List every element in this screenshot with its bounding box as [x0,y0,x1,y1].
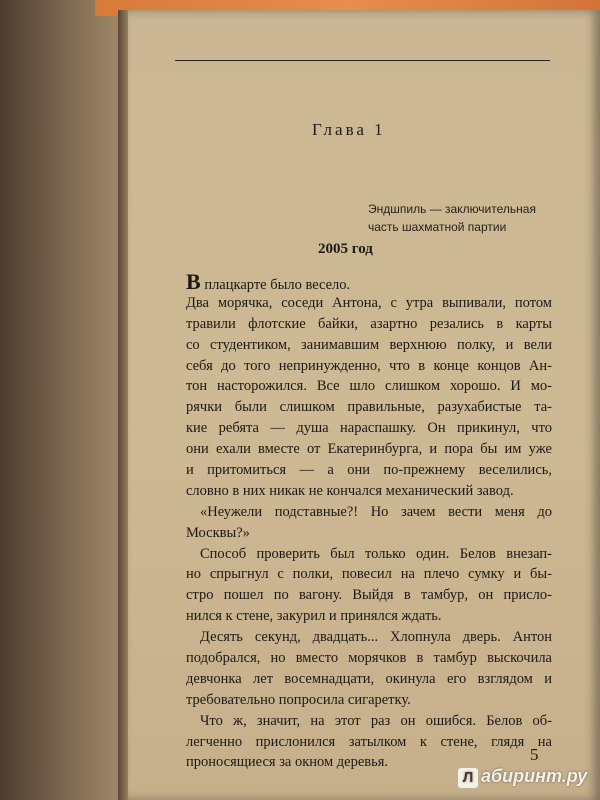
epigraph-line: часть шахматной партии [368,220,507,234]
text-line: Способ проверить был только один. Белов внезап- [200,545,552,562]
text-line: они ехали вместе от Екатеринбурга, и пора бы им уже [186,441,552,458]
epigraph-line: Эндшпиль — заключительная [368,202,536,216]
text-line: Что ж, значит, на этот раз он ошибся. Белов об- [200,712,552,729]
chapter-title: Глава 1 [312,120,386,139]
page-number: 5 [530,745,539,764]
text-line: проносящиеся за окном деревья. [186,754,389,771]
watermark-text: абиринт.ру [481,766,588,786]
year-heading: 2005 год [318,241,373,257]
text-line: Десять секунд, двадцать... Хлопнула дверь. Антон [200,629,552,646]
text-line: со студентиком, занимавшим верхнюю полку, и вели [186,336,552,353]
text-line: нился к стене, закурил и принялся ждать. [186,608,442,625]
text-line: легченно прислонился затылком к стене, глядя на [186,733,552,750]
text-line-rest: плацкарте было весело. [200,277,351,293]
text-line: подобрался, но вместо морячков в тамбур выскочила [186,650,552,667]
text-line: кие ребята — душа нараспашку. Он прикинул, что [186,420,552,437]
text-line: стро пошел по вагону. Выйдя в тамбур, он присло- [186,587,552,604]
header-rule [175,60,550,61]
watermark-logo [458,766,587,788]
text-line: словно в них никак не кончался механический завод. [186,482,514,499]
text-line: рячки были слишком правильные, разухабистые та- [186,399,552,416]
text-line: травили флотские байки, азартно резались в карты [186,315,552,332]
text-line: тон насторожился. Все шло слишком хорошо. И мо- [186,378,552,395]
body-text [186,269,552,773]
text-line: но спрыгнул с полки, повесил на плечо сумку и бы- [186,566,552,583]
text-line [186,269,552,294]
text-line: девчонка лет восемнадцати, окинула его взглядом и [186,670,552,687]
text-line: и притомиться — а они по-прежнему веселились, [186,462,552,479]
text-line: Два морячка, соседи Антона, с утра выпивали, потом [186,294,552,311]
dropcap: В [186,269,201,294]
text-line: требовательно попросила сигаретку. [186,691,411,708]
labirint-logo-icon: Л [458,768,478,788]
text-line: себя до того непринужденно, что в конце концов Ан- [186,357,552,374]
text-line: «Неужели подставные?! Но зачем вести меня до [200,503,552,520]
epigraph [368,200,568,236]
text-line: Москвы?» [186,524,250,541]
